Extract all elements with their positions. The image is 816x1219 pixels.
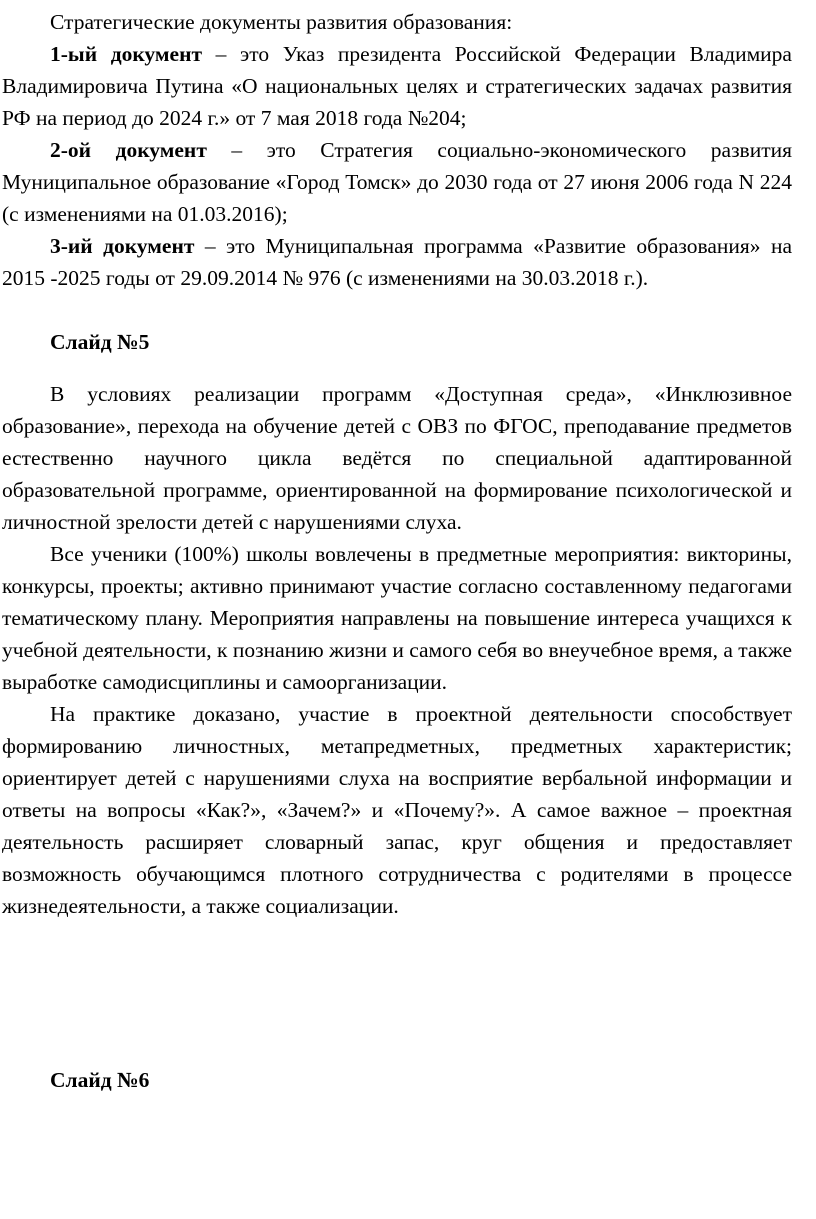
- intro-heading: Стратегические документы развития образования:: [50, 10, 513, 34]
- document-item-1: [2, 38, 792, 134]
- document-text: – это Указ президента Российской Федерации Владимира Владимировича Путина «О национальных целях и стратегических задачах развития РФ на период до 2024 г.» от 7 мая 2018 года №204;: [2, 42, 792, 130]
- slide5-paragraph-2: Все ученики (100%) школы вовлечены в предметные мероприятия: викторины, конкурсы, проекты; активно принимают участие согласно составленному педагогами тематическому плану. Мероприятия направлены на повышение интереса учащихся к учебной деятельности, к познанию жизни и самого себя во внеучебное время, а также выработке самодисциплины и самоорганизации.: [2, 542, 792, 694]
- slide5-heading: Слайд №5: [50, 330, 150, 354]
- document-text: – это Муниципальная программа «Развитие образования» на 2015 -2025 годы от 29.09.2014 № 976 (с изменениями на 30.03.2018 г.).: [2, 234, 793, 290]
- spacer: [2, 294, 792, 326]
- slide6-heading: Слайд №6: [50, 1068, 150, 1092]
- document-text: – это Стратегия социально-экономического развития Муниципальное образование «Город Томск» до 2030 года от 27 июня 2006 года N 224 (с изменениями на 01.03.2016);: [2, 138, 793, 226]
- spacer: [2, 358, 792, 378]
- document-label: 1-ый документ: [50, 42, 203, 66]
- document-label: 2-ой документ: [50, 138, 207, 162]
- document-page: [2, 6, 792, 1096]
- slide5-paragraph-1: В условиях реализации программ «Доступная среда», «Инклюзивное образование», перехода на обучение детей с ОВЗ по ФГОС, преподавание предметов естественно научного цикла ведётся по специальной адаптированной образовательной программе, ориентированной на формирование психологической и личностной зрелости детей с нарушениями слуха.: [2, 382, 792, 534]
- document-item-2: [2, 134, 792, 230]
- slide5-paragraph-3: На практике доказано, участие в проектной деятельности способствует формированию личностных, метапредметных, предметных характеристик; ориентирует детей с нарушениями слуха на восприятие вербальной информации и ответы на вопросы «Как?», «Зачем?» и «Почему?». А самое важное – проектная деятельность расширяет словарный запас, круг общения и предоставляет возможность обучающимся плотного сотрудничества с родителями в процессе жизнедеятельности, а также социализации.: [2, 702, 792, 918]
- spacer: [2, 922, 792, 1064]
- document-item-3: [2, 230, 792, 294]
- document-label: 3-ий документ: [50, 234, 195, 258]
